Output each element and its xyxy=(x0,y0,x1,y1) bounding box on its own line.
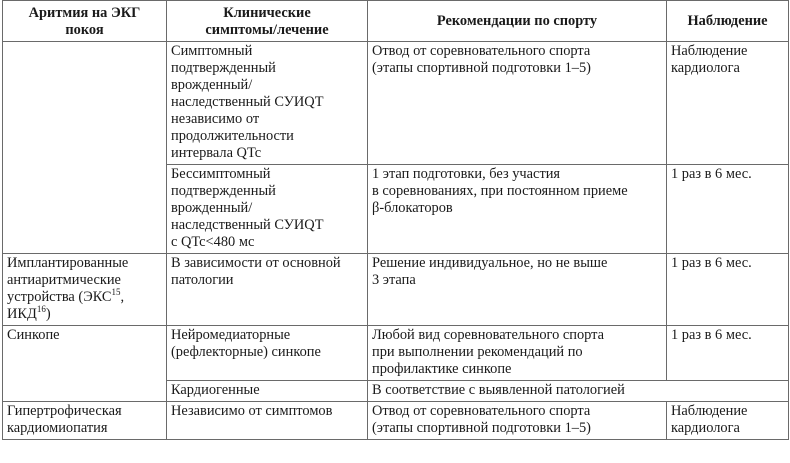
table-header-row xyxy=(3,1,789,42)
observation-cell: Наблюдение кардиолога xyxy=(667,42,789,165)
arrhythmia-cell: Имплантированные антиаритмические устройства (ЭКС$^{15}$, ИКД$^{16}$) xyxy=(3,254,167,326)
recommendations-table xyxy=(2,0,789,440)
arrhythmia-cell: Синкопе xyxy=(3,326,167,402)
recommendation-cell: Отвод от соревновательного спорта (этапы спортивной подготовки 1–5) xyxy=(368,402,667,440)
table-row xyxy=(3,402,789,440)
observation-cell: 1 раз в 6 мес. xyxy=(667,254,789,326)
table-row xyxy=(3,42,789,165)
symptoms-cell: Независимо от симптомов xyxy=(167,402,368,440)
table-row xyxy=(3,254,789,326)
symptoms-cell: Симптомный подтвержденный врожденный/ наследственный СУИQT независимо от продолжительности интервала QTc xyxy=(167,42,368,165)
header-observation: Наблюдение xyxy=(667,1,789,42)
footnote-15: 15 xyxy=(111,287,121,298)
recommendation-cell: Отвод от соревновательного спорта (этапы спортивной подготовки 1–5) xyxy=(368,42,667,165)
table-row xyxy=(3,326,789,381)
footnote-16: 16 xyxy=(36,304,46,315)
observation-cell: Наблюдение кардиолога xyxy=(667,402,789,440)
observation-cell: 1 раз в 6 мес. xyxy=(667,165,789,254)
recommendation-cell: Решение индивидуальное, но не выше 3 этапа xyxy=(368,254,667,326)
symptoms-cell: В зависимости от основной патологии xyxy=(167,254,368,326)
header-symptoms: Клинические симптомы/лечение xyxy=(167,1,368,42)
symptoms-cell: Кардиогенные xyxy=(167,381,368,402)
header-recommendation: Рекомендации по спорту xyxy=(368,1,667,42)
arrhythmia-cell: Гипертрофическая кардиомиопатия xyxy=(3,402,167,440)
recommendation-cell: Любой вид соревновательного спорта при выполнении рекомендаций по профилактике синкопе xyxy=(368,326,667,381)
observation-cell: 1 раз в 6 мес. xyxy=(667,326,789,381)
symptoms-cell: Нейромедиаторные (рефлекторные) синкопе xyxy=(167,326,368,381)
header-arrhythmia: Аритмия на ЭКГ покоя xyxy=(3,1,167,42)
recommendation-cell: 1 этап подготовки, без участия в соревнованиях, при постоянном приеме β-блокаторов xyxy=(368,165,667,254)
arrhythmia-cell xyxy=(3,42,167,254)
symptoms-cell: Бессимптомный подтвержденный врожденный/ наследственный СУИQT с QTc<480 мс xyxy=(167,165,368,254)
recommendation-merged-cell: В соответствие с выявленной патологией xyxy=(368,381,789,402)
